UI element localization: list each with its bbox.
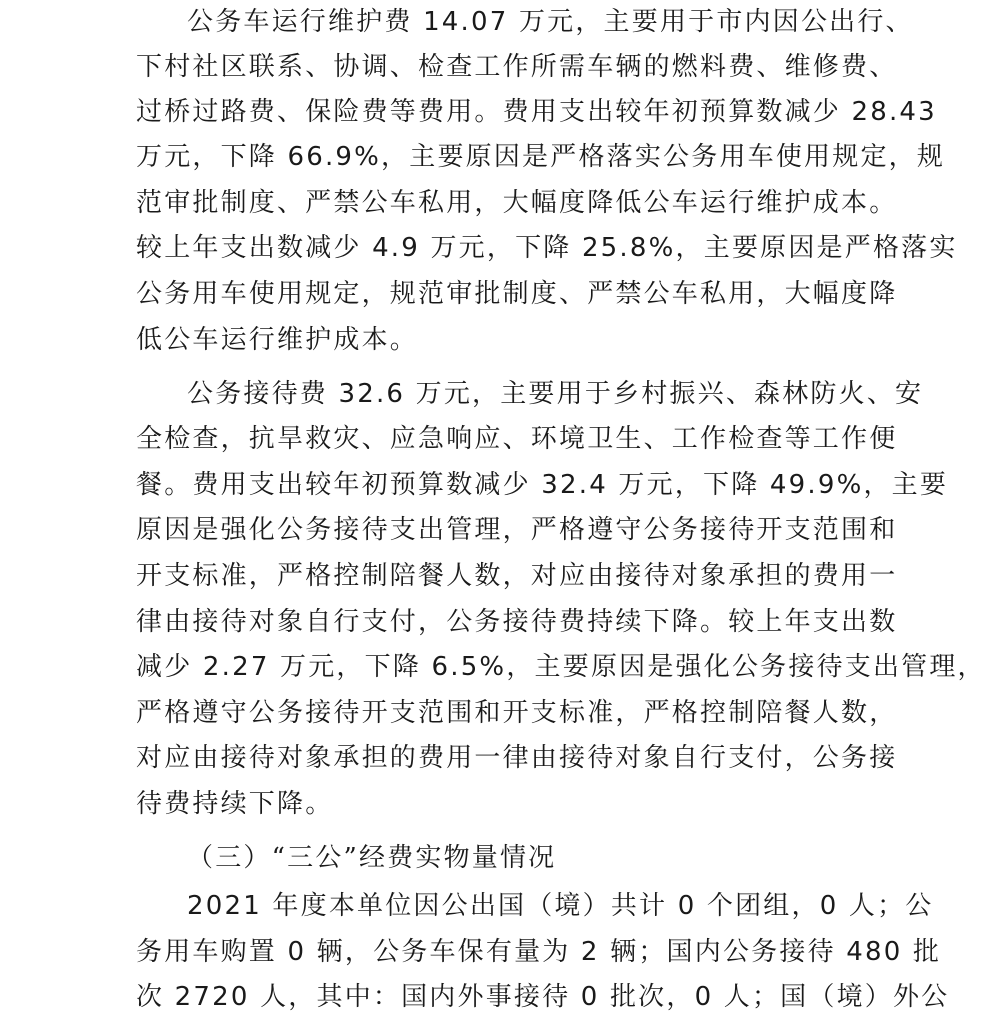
paragraph-line: 律由接待对象自行支付，公务接待费持续下降。较上年支出数 (136, 607, 898, 637)
paragraph-line: 公务用车使用规定，规范审批制度、严禁公车私用，大幅度降 (136, 279, 898, 309)
paragraph-line: 全检查，抗旱救灾、应急响应、环境卫生、工作检查等工作便 (136, 424, 898, 454)
paragraph-line: 务用车购置 0 辆，公务车保有量为 2 辆；国内公务接待 480 批 (136, 937, 942, 967)
paragraph-line: 2021 年度本单位因公出国（境）共计 0 个团组，0 人；公 (187, 891, 934, 921)
paragraph-line: 范审批制度、严禁公车私用，大幅度降低公车运行维护成本。 (136, 188, 898, 218)
paragraph-line: 次 2720 人，其中：国内外事接待 0 批次，0 人；国（境）外公 (136, 982, 950, 1012)
paragraph-line: 低公车运行维护成本。 (136, 325, 419, 355)
paragraph-line: 严格遵守公务接待开支范围和开支标准，严格控制陪餐人数， (136, 698, 898, 728)
paragraph-line: 餐。费用支出较年初预算数减少 32.4 万元，下降 49.9%，主要 (136, 470, 949, 500)
paragraph-line: 万元，下降 66.9%，主要原因是严格落实公务用车使用规定，规 (136, 142, 946, 172)
paragraph-line: 过桥过路费、保险费等费用。费用支出较年初预算数减少 28.43 (136, 97, 937, 127)
paragraph-line: 减少 2.27 万元，下降 6.5%，主要原因是强化公务接待支出管理， (136, 652, 986, 682)
paragraph-line: 原因是强化公务接待支出管理，严格遵守公务接待开支范围和 (136, 515, 898, 545)
paragraph-line: 开支标准，严格控制陪餐人数，对应由接待对象承担的费用一 (136, 561, 898, 591)
paragraph-line: 对应由接待对象承担的费用一律由接待对象自行支付，公务接 (136, 743, 898, 773)
paragraph-line: 较上年支出数减少 4.9 万元，下降 25.8%，主要原因是严格落实 (136, 233, 958, 263)
paragraph-line: 待费持续下降。 (136, 789, 334, 819)
paragraph-line: 公务接待费 32.6 万元，主要用于乡村振兴、森林防火、安 (187, 379, 924, 409)
paragraph-line: 公务车运行维护费 14.07 万元，主要用于市内因公出行、 (187, 7, 914, 37)
paragraph-line: 下村社区联系、协调、检查工作所需车辆的燃料费、维修费、 (136, 52, 898, 82)
section-heading: （三）“三公”经费实物量情况 (187, 843, 557, 873)
